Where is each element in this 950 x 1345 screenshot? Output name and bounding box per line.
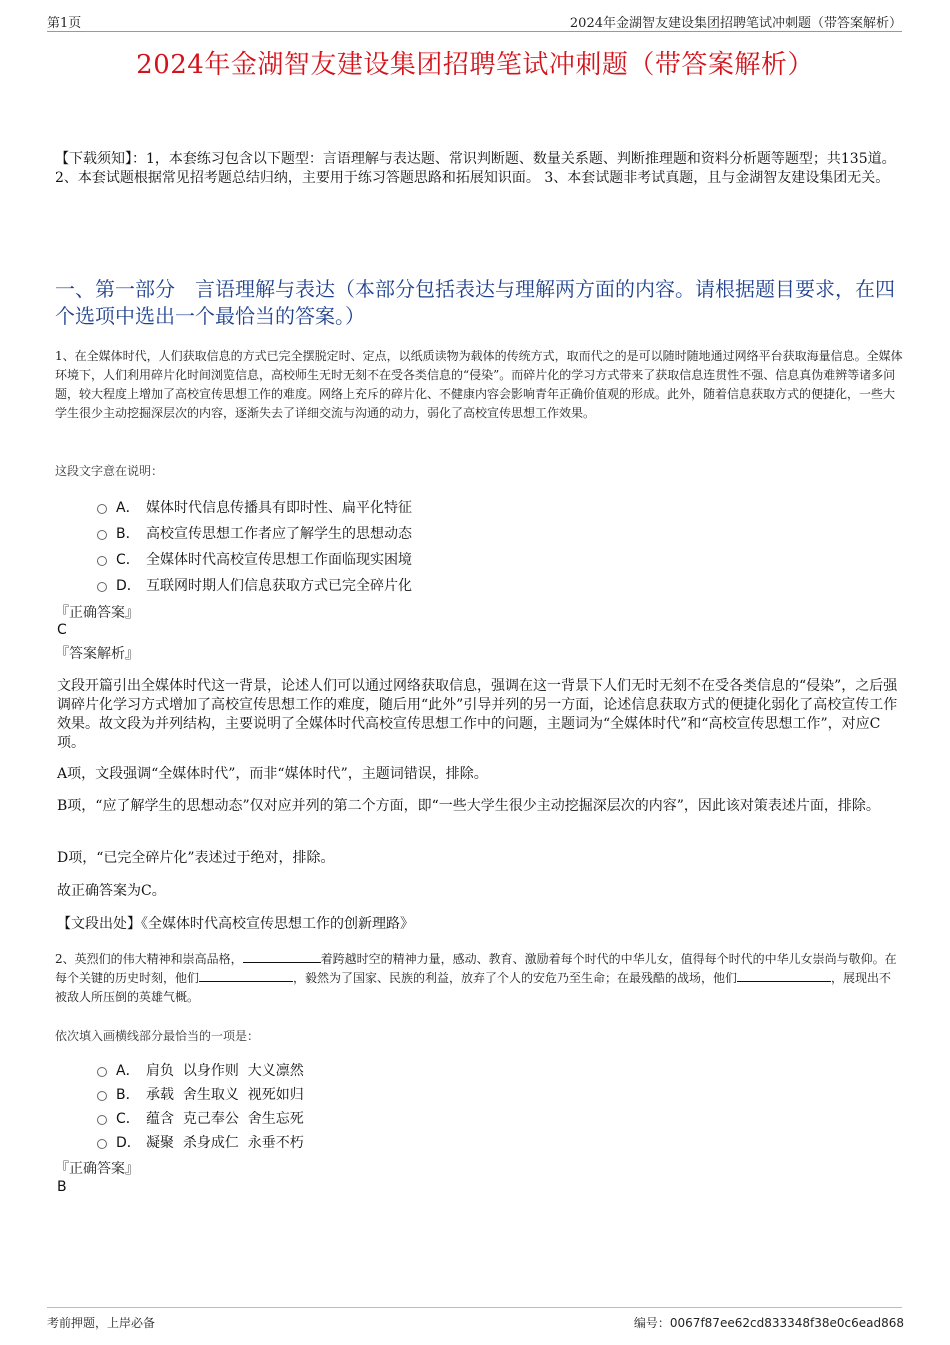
- footer-document-id: [634, 1314, 904, 1331]
- document-title: 2024年金湖智友建设集团招聘笔试冲刺题（带答案解析）: [136, 50, 814, 80]
- text-source: 【文段出处】《全媒体时代高校宣传思想工作的创新理路》: [57, 916, 414, 932]
- page-number: 第1页: [47, 16, 82, 31]
- option-letter: D．: [116, 578, 141, 594]
- fill-blank-2[interactable]: [199, 969, 293, 982]
- option-text: 全媒体时代高校宣传思想工作面临现实困境: [146, 552, 412, 568]
- option-letter: C．: [116, 1111, 140, 1127]
- correct-answer-label: 『正确答案』: [55, 605, 139, 621]
- option-d[interactable]: [97, 572, 597, 598]
- option-text: 互联网时期人们信息获取方式已完全碎片化: [146, 578, 412, 594]
- option-letter: A．: [116, 1063, 140, 1079]
- correct-answer-value: C: [57, 622, 67, 638]
- document-id-value: 0067f87ee62cd833348f38e0c6ead868: [669, 1316, 904, 1330]
- option-letter: D．: [116, 1135, 141, 1151]
- option-text: 承载 舍生取义 视死如归: [146, 1087, 304, 1103]
- option-letter: A．: [116, 500, 140, 516]
- question-text-part: 2、英烈们的伟大精神和崇高品格，: [55, 952, 243, 966]
- header-doc-title: 2024年金湖智友建设集团招聘笔试冲刺题（带答案解析）: [569, 16, 902, 31]
- analysis-label: 『答案解析』: [55, 646, 139, 662]
- option-b[interactable]: [97, 1082, 597, 1106]
- option-c[interactable]: [97, 1106, 597, 1130]
- section-heading: 一、第一部分 言语理解与表达（本部分包括表达与理解两方面的内容。请根据题目要求，在四个选项中选出一个最恰当的答案。）: [55, 277, 895, 328]
- radio-button-icon[interactable]: [97, 504, 107, 514]
- option-a[interactable]: [97, 1058, 597, 1082]
- option-letter: B．: [116, 526, 140, 542]
- analysis-paragraph: A项，文段强调“全媒体时代”，而非“媒体时代”，主题词错误，排除。: [57, 766, 488, 782]
- document-id-label: 编号：: [633, 1316, 670, 1330]
- analysis-paragraph: 故正确答案为C。: [57, 883, 166, 899]
- option-letter: B．: [116, 1087, 140, 1103]
- question-2-prompt: 依次填入画横线部分最恰当的一项是：: [55, 1029, 260, 1043]
- analysis-paragraph: B项，“应了解学生的思想动态”仅对应并列的第二个方面，即“一些大学生很少主动挖掘深层次的内容”，因此该对策表述片面，排除。: [57, 798, 880, 814]
- question-1-text: 1、在全媒体时代，人们获取信息的方式已完全摆脱定时、定点，以纸质读物为载体的传统方式，取而代之的是可以随时随地通过网络平台获取海量信息。全媒体环境下，人们利用碎片化时间浏览信息，高校师生无时无刻不在受各类信息的“侵染”。而碎片化的学习方式带来了获取信息连贯性不强、信息真伪难辨等诸多问题，较大程度上增加了高校宣传思想工作的难度。网络上充斥的碎片化、不健康内容会影响青年正确价值观的形成。此外，随着信息获取方式的便捷化，一些大学生很少主动挖掘深层次的内容，逐渐失去了详细交流与沟通的动力，弱化了高校宣传思想工作效果。: [55, 349, 903, 420]
- option-text: 蕴含 克己奉公 舍生忘死: [146, 1111, 304, 1127]
- footer-slogan: 考前押题，上岸必备: [47, 1316, 156, 1330]
- question-text-part: ，展现出不被敌人所压倒的英雄气概。: [55, 971, 892, 1004]
- question-text-part: ，毅然为了国家、民族的利益，放弃了个人的安危乃至生命；在最残酷的战场，他们: [293, 971, 738, 985]
- fill-blank-1[interactable]: [243, 950, 321, 963]
- radio-button-icon[interactable]: [97, 582, 107, 592]
- option-b[interactable]: [97, 520, 597, 546]
- footer-divider: [47, 1307, 902, 1308]
- analysis-paragraph: D项，“已完全碎片化”表述过于绝对，排除。: [57, 850, 335, 866]
- question-1-options: [97, 494, 597, 598]
- fill-blank-3[interactable]: [737, 969, 831, 982]
- option-text: 高校宣传思想工作者应了解学生的思想动态: [146, 526, 412, 542]
- option-text: 凝聚 杀身成仁 永垂不朽: [146, 1135, 304, 1151]
- option-letter: C．: [116, 552, 140, 568]
- option-text: 肩负 以身作则 大义凛然: [146, 1063, 304, 1079]
- correct-answer-label: 『正确答案』: [55, 1161, 139, 1177]
- option-a[interactable]: [97, 494, 597, 520]
- option-d[interactable]: [97, 1130, 597, 1154]
- header-divider: [47, 31, 902, 32]
- radio-button-icon[interactable]: [97, 1115, 107, 1125]
- analysis-paragraph: 文段开篇引出全媒体时代这一背景，论述人们可以通过网络获取信息，强调在这一背景下人们无时无刻不在受各类信息的“侵染”，之后强调碎片化学习方式增加了高校宣传思想工作的难度，随后用“此外”引导并列的另一方面，论述信息获取方式的便捷化弱化了高校宣传工作效果。故文段为并列结构，主要说明了全媒体时代高校宣传思想工作中的问题，主题词为“全媒体时代”和“高校宣传思想工作”，对应C项。: [57, 678, 898, 751]
- option-text: 媒体时代信息传播具有即时性、扁平化特征: [146, 500, 412, 516]
- radio-button-icon[interactable]: [97, 530, 107, 540]
- question-2-text: [55, 950, 903, 1007]
- radio-button-icon[interactable]: [97, 556, 107, 566]
- radio-button-icon[interactable]: [97, 1139, 107, 1149]
- radio-button-icon[interactable]: [97, 1067, 107, 1077]
- download-notice: 【下载须知】：1，本套练习包含以下题型：言语理解与表达题、常识判断题、数量关系题、判断推理题和资料分析题等题型；共135道。 2、本套试题根据常见招考题总结归纳，主要用于练习答题思路和拓展知识面。 3、本套试题非考试真题，且与金湖智友建设集团无关。: [55, 151, 896, 186]
- question-1-prompt: 这段文字意在说明：: [55, 464, 164, 478]
- question-text-part: 着跨越时空的精神力量，感动、教育、激励着每个时代的中华儿女，值得每个时代的中华儿女崇尚与敬仰。在每个关键的历史时刻，他们: [55, 952, 897, 985]
- question-2-options: [97, 1058, 597, 1154]
- option-c[interactable]: [97, 546, 597, 572]
- radio-button-icon[interactable]: [97, 1091, 107, 1101]
- correct-answer-value: B: [57, 1179, 67, 1195]
